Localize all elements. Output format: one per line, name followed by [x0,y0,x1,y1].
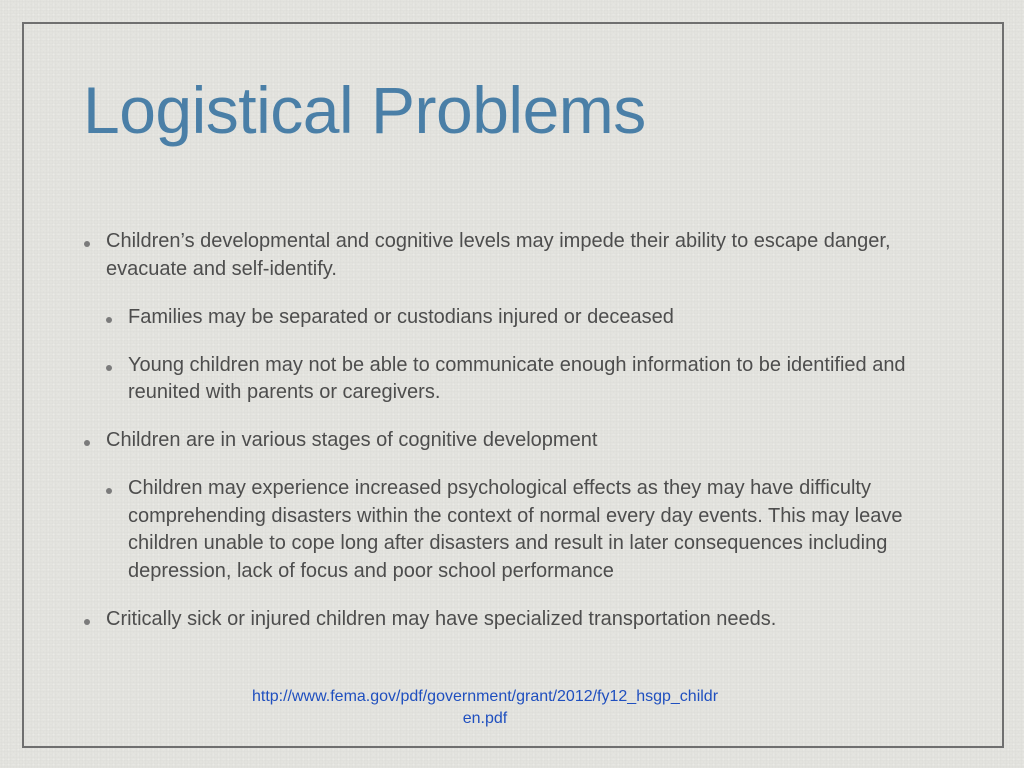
sub-bullet-item [80,352,950,407]
bullet-dot-icon [106,365,112,371]
sub-bullet-item [80,304,950,332]
bullet-text: Children are in various stages of cognitive development [106,429,598,451]
bullet-dot-icon [106,488,112,494]
bullet-list [80,228,950,633]
bullet-text: Families may be separated or custodians injured or deceased [128,305,674,328]
bullet-item [80,427,950,455]
bullet-text: Children may experience increased psychological effects as they may have difficulty comprehending disasters within the context of normal every day events. This may leave children unable to cope long after disasters and result in later consequences including depression, lack of focus and poor school performance [128,477,903,582]
reference-link-line-1: http://www.fema.gov/pdf/government/grant/2012/fy12_hsgp_childr [251,688,719,705]
bullet-text: Young children may not be able to communicate enough information to be identified and reunited with parents or caregivers. [128,353,906,403]
bullet-dot-icon [84,241,90,247]
sub-bullet-item [80,475,950,585]
bullet-dot-icon [84,440,90,446]
bullet-text: Children’s developmental and cognitive levels may impede their ability to escape danger, evacuate and self-identify. [106,230,891,280]
bullet-item [80,228,950,283]
bullet-item [80,606,950,634]
bullet-dot-icon [84,619,90,625]
bullet-text: Critically sick or injured children may have specialized transportation needs. [106,607,777,630]
reference-link[interactable] [215,686,755,730]
bullet-dot-icon [106,317,112,323]
slide-title: Logistical Problems [83,73,646,147]
reference-link-line-2: en.pdf [462,710,508,727]
